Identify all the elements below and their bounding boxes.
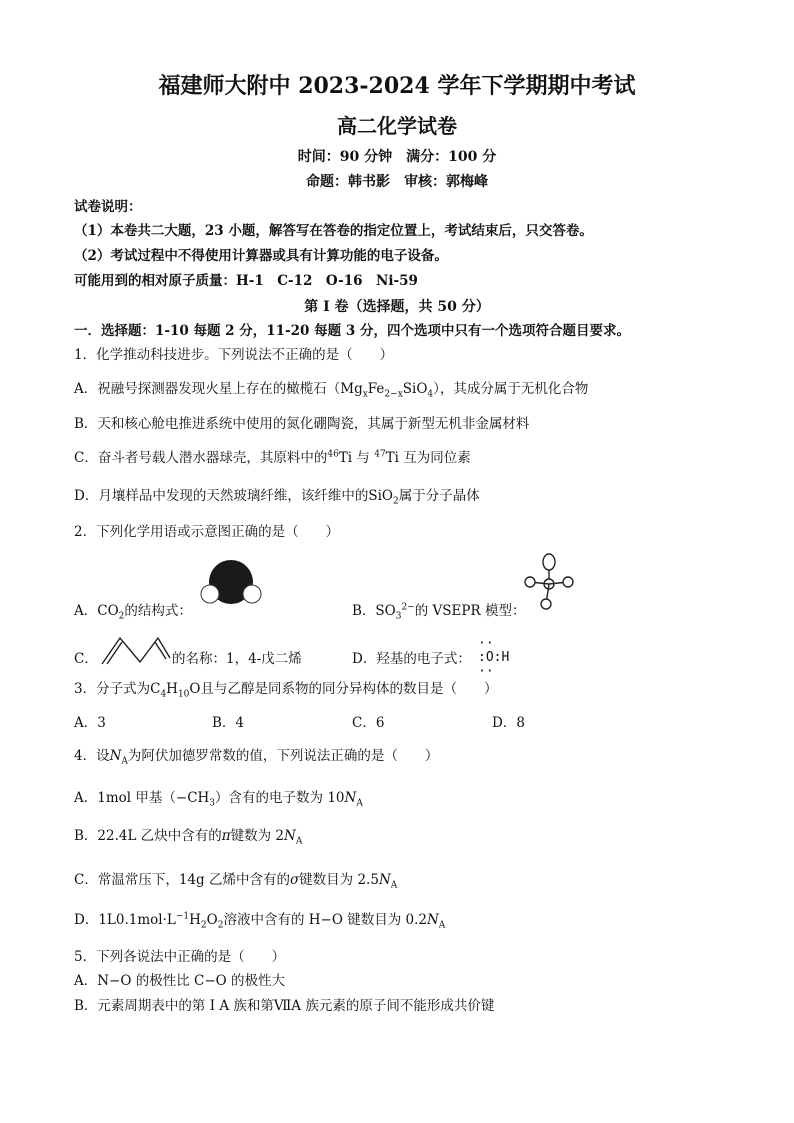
q4b-pre: B．22.4L 乙炔中含有的	[74, 828, 222, 844]
question-4-option-b	[74, 827, 302, 845]
question-1-option-b: B．天和核心舱电推进系统中使用的氮化硼陶瓷，其属于新型无机非金属材料	[74, 416, 530, 432]
q3-c: C	[150, 681, 161, 697]
question-5-option-b: B．元素周期表中的第 I A 族和第ⅦA 族元素的原子间不能形成共价键	[74, 998, 495, 1014]
q1c-ti1: Ti	[338, 450, 353, 466]
q4a-pre: A．1mol 甲基（−CH	[74, 790, 210, 806]
q1c-sup-46: 46	[327, 449, 339, 460]
vsepr-model-image	[520, 552, 578, 612]
question-4-option-d	[74, 911, 445, 929]
q3-h-sub: 10	[177, 689, 190, 700]
q4a-post: ）含有的电子数为 10	[215, 790, 345, 806]
q1c-post: 互为同位素	[399, 450, 471, 466]
q4a-na: N	[344, 790, 357, 806]
q4-pre: 4．设	[74, 748, 110, 764]
q4d-h: H	[189, 912, 201, 928]
q4d-na: N	[426, 912, 439, 928]
q1c-sup-47: 47	[374, 449, 386, 460]
question-4-stem	[74, 747, 438, 765]
q1c-mid: 与	[352, 450, 375, 466]
exam-title: 福建师大附中 2023-2024 学年下学期期中考试	[158, 73, 636, 99]
question-3-option-c: C．6	[352, 715, 385, 731]
q3-o: O	[189, 681, 201, 697]
q1d-sio: SiO	[368, 488, 393, 504]
q2b-sup: 2−	[401, 602, 415, 613]
q4d-sub2: 2	[217, 920, 224, 931]
q4c-na-sub: A	[390, 880, 398, 891]
q1a-sub-x: x	[362, 389, 368, 400]
question-3-option-a: A．3	[74, 715, 106, 731]
oxygen-atom-ball-right	[243, 585, 261, 603]
hydroxyl-electron-dots: ·· :O:H ··	[478, 636, 510, 679]
question-3-option-b: B．4	[212, 715, 245, 731]
q2b-label: B．	[352, 603, 376, 619]
q1a-sio: SiO	[402, 381, 428, 397]
q4d-na-sub: A	[438, 920, 446, 931]
question-2-stem: 2．下列化学用语或示意图正确的是（ ）	[74, 524, 340, 540]
exam-time-info: 时间：90 分钟 满分：100 分	[297, 149, 497, 165]
part-one-heading: 一．选择题：1-10 每题 2 分，11-20 每题 3 分，四个选项中只有一个选项符合题目要求。	[74, 323, 630, 339]
question-2-option-d: D．羟基的电子式：	[352, 651, 471, 667]
q4d-pre: D．1L0.1mol·L	[74, 912, 176, 928]
question-4-option-c	[74, 871, 397, 889]
q3-h: H	[166, 681, 178, 697]
q2a-label: A．	[74, 603, 98, 619]
q1a-fe: Fe	[367, 381, 385, 397]
q4c-post: 键数目为 2.5	[299, 872, 379, 888]
question-3-stem	[74, 680, 497, 698]
q1a-text: A．祝融号探测器发现火星上存在的橄榄石（	[74, 381, 341, 397]
instruction-item-2: （2）考试过程中不得使用计算器或具有计算功能的电子设备。	[74, 248, 448, 264]
question-2-option-c: 的名称：1，4-戊二烯	[172, 651, 302, 667]
q4-na: N	[109, 748, 122, 764]
instruction-item-1: （1）本卷共二大题，23 小题，解答写在答卷的指定位置上，考试结束后，只交答卷。	[74, 223, 593, 239]
q1a-sub-2x: 2−x	[384, 389, 403, 400]
question-1-option-a	[74, 380, 588, 398]
section-title: 第 I 卷（选择题，共 50 分）	[304, 299, 490, 315]
q3-post: 且与乙醇是同系物的同分异构体的数目是（ ）	[200, 681, 498, 697]
question-1-option-d	[74, 487, 480, 505]
instructions-heading: 试卷说明：	[74, 199, 142, 215]
question-2-option-c-label: C．	[74, 651, 98, 667]
q2a-co: CO	[97, 603, 119, 619]
q4c-pre: C．常温常压下，14g 乙烯中含有的	[74, 872, 290, 888]
atomic-masses: 可能用到的相对原子质量：H-1 C-12 O-16 Ni-59	[74, 273, 418, 289]
q1c-ti2: Ti	[385, 450, 399, 466]
q2a-sub: 2	[118, 611, 125, 622]
q4b-na: N	[284, 828, 296, 844]
question-5-stem: 5．下列各说法中正确的是（ ）	[74, 949, 286, 965]
q3-pre: 3．分子式为	[74, 681, 151, 697]
q4a-sub: 3	[209, 798, 216, 809]
q4d-o: O	[206, 912, 218, 928]
co2-model-image	[200, 560, 262, 608]
q1a-sub-4: 4	[427, 389, 434, 400]
q4d-sup: −1	[175, 911, 190, 922]
question-1-stem: 1．化学推动科技进步。下列说法不正确的是（ ）	[74, 347, 394, 363]
oxygen-atom-3	[541, 599, 551, 609]
q2b-so: SO	[375, 603, 396, 619]
q1c-text: C．奋斗者号载人潜水器球壳，其原料中的	[74, 450, 328, 466]
question-1-option-c	[74, 449, 471, 467]
q4c-sigma: σ	[289, 872, 300, 888]
exam-subtitle: 高二化学试卷	[337, 114, 457, 138]
question-5-option-a: A．N−O 的极性比 C−O 的极性大	[74, 973, 286, 989]
q4b-na-sub: A	[295, 836, 303, 847]
lone-pair-lobe	[543, 554, 555, 570]
q4-post: 为阿伏加德罗常数的值，下列说法正确的是（ ）	[127, 748, 439, 764]
q1a-post: ），其成分属于无机化合物	[433, 381, 589, 397]
exam-authors: 命题：韩书影 审核：郭梅峰	[306, 174, 488, 190]
q4b-pi: π	[221, 828, 231, 844]
q2b-post: 的 VSEPR 模型：	[414, 603, 526, 619]
q4a-na-sub: A	[356, 798, 363, 809]
q1d-post: 属于分子晶体	[398, 488, 480, 504]
q1a-mg: Mg	[340, 381, 363, 397]
q4b-post: 键数为 2	[230, 828, 285, 844]
question-3-option-d: D．8	[492, 715, 525, 731]
q3-c-sub: 4	[160, 689, 167, 700]
question-2-option-a	[74, 602, 192, 620]
question-4-option-a	[74, 789, 363, 807]
oxygen-atom-2	[563, 577, 573, 587]
q4-na-sub: A	[121, 756, 128, 767]
q1d-text: D．月壤样品中发现的天然玻璃纤维，该纤维中的	[74, 488, 369, 504]
q4d-post: 溶液中含有的 H−O 键数目为 0.2	[223, 912, 427, 928]
pentadiene-skeletal-image	[100, 632, 172, 668]
oxygen-atom-1	[525, 577, 535, 587]
q4c-na: N	[378, 872, 391, 888]
question-2-option-b	[352, 602, 525, 620]
q1d-sub: 2	[392, 496, 399, 507]
q4d-sub1: 2	[200, 920, 207, 931]
oxygen-atom-ball-left	[201, 585, 219, 603]
q2b-sub: 3	[395, 611, 402, 622]
q2a-post: 的结构式：	[124, 603, 192, 619]
